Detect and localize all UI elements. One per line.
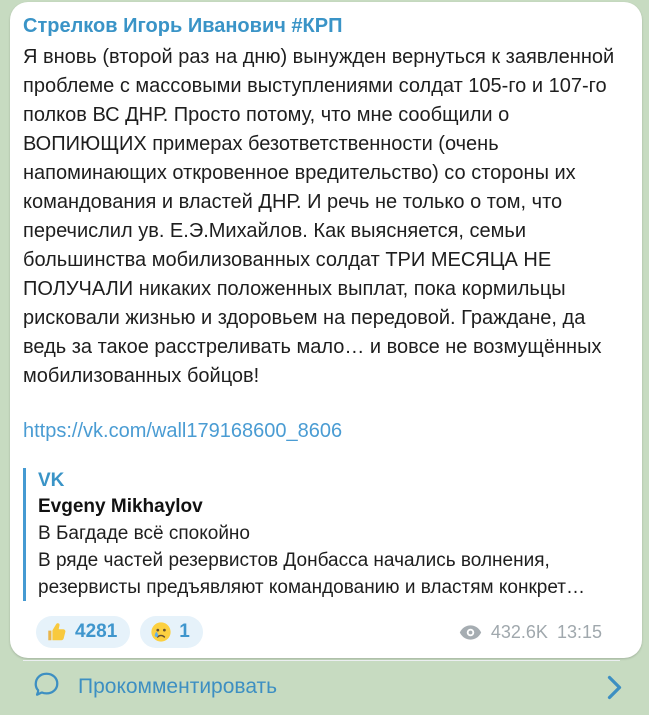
speech-bubble-icon xyxy=(32,670,61,705)
crying-face-icon xyxy=(150,621,172,643)
comment-button[interactable] xyxy=(10,661,642,715)
message-bubble xyxy=(10,2,642,698)
reaction-count: 4281 xyxy=(75,621,118,642)
chevron-right-icon xyxy=(607,675,622,700)
views-eye-icon xyxy=(459,625,482,640)
link-preview-line2: В ряде частей резервистов Донбасса начались волнения, резервисты предъявляют командованию и властям конкрет… xyxy=(38,550,585,598)
comment-button-label: Прокомментировать xyxy=(78,675,278,698)
views-count: 432.6K xyxy=(490,621,548,642)
post-meta xyxy=(459,622,602,643)
reaction-thumbs-up[interactable] xyxy=(36,616,130,648)
link-preview[interactable] xyxy=(23,468,620,601)
message-text: Я вновь (второй раз на дню) вынужден вернуться к заявленной проблеме с массовыми выступлениями солдат 105-го и 107-го полков ВС ДНР. Просто потому, что мне сообщили о ВОПИЮЩИХ примерах безответственности (очень напоминающих откровенное вредительство) со стороны их командования и властей ДНР. И речь не только о том, что перечислил ув. Е.Э.Михайлов. Как выясняется, семьи большинства мобилизованных солдат ТРИ МЕСЯЦА НЕ ПОЛУЧАЛИ никаких положенных выплат, пока кормильцы рисковали жизнью и здоровьем на передовой. Граждане, да ведь за такое расстреливать мало… и вовсе не возмущённых мобилизованных бойцов! xyxy=(23,46,615,387)
message-footer xyxy=(23,616,620,648)
link-preview-title: Evgeny Mikhaylov xyxy=(38,496,203,517)
vk-link[interactable]: https://vk.com/wall179168600_8606 xyxy=(23,420,343,442)
reactions xyxy=(36,616,203,648)
link-preview-line1: В Багдаде всё спокойно xyxy=(38,523,250,544)
reaction-crying-face[interactable] xyxy=(140,616,203,648)
link-preview-site: VK xyxy=(38,470,65,491)
reaction-count: 1 xyxy=(179,621,190,642)
post-time: 13:15 xyxy=(556,621,602,642)
message-content xyxy=(10,2,642,661)
thumbs-up-icon xyxy=(46,621,68,643)
link-row xyxy=(23,418,620,444)
channel-name[interactable]: Стрелков Игорь Иванович #КРП xyxy=(23,15,343,37)
